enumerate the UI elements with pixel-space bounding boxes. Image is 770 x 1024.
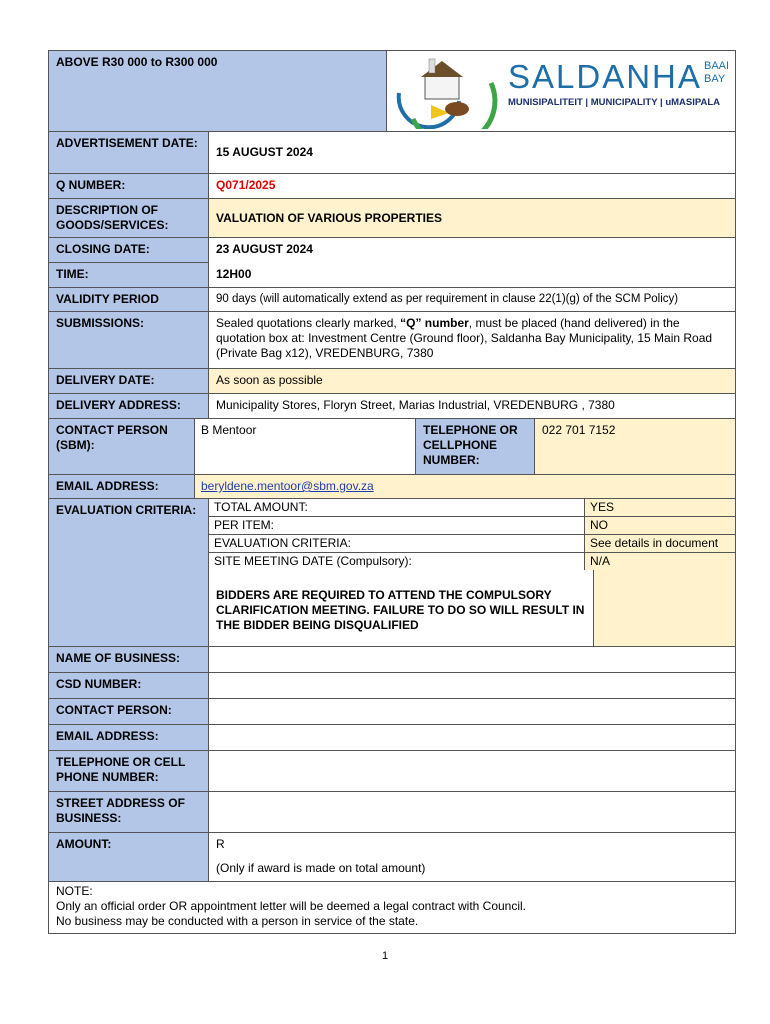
criteria-item: TOTAL AMOUNT: — [209, 499, 585, 517]
delivery-date-row — [48, 369, 736, 394]
criteria-item: PER ITEM: — [209, 517, 585, 535]
range-label: ABOVE R30 000 to R300 000 — [49, 51, 387, 131]
validity-value: 90 days (will automatically extend as per requirement in clause 22(1)(g) of the SCM Policy) — [216, 293, 679, 305]
criteria-item: EVALUATION CRITERIA: — [209, 535, 585, 553]
description-value: VALUATION OF VARIOUS PROPERTIES — [209, 199, 735, 237]
note-row — [48, 882, 736, 934]
telephone-label: TELEPHONE OR CELLPHONE NUMBER: — [415, 419, 535, 474]
csd-field[interactable] — [209, 673, 735, 698]
time-row — [48, 263, 736, 288]
q-number-value: Q071/2025 — [216, 178, 276, 192]
bidder-phone-label: TELEPHONE OR CELL PHONE NUMBER: — [49, 751, 209, 791]
evaluation-table — [209, 499, 735, 570]
time-value: 12H00 — [216, 267, 252, 281]
description-label: DESCRIPTION OF GOODS/SERVICES: — [49, 199, 209, 237]
criteria-row — [209, 499, 735, 517]
contact-label: CONTACT PERSON (SBM): — [49, 419, 195, 474]
logo-bay: BAY — [704, 73, 726, 85]
submissions-text-post: , must be placed (hand delivered) in the quotation box at: Investment Centre (Ground floor), Saldanha Bay Municipality, 15 Main Road (Private Bag x12), VREDENBURG, 7380 — [216, 316, 713, 360]
street-address-label: STREET ADDRESS OF BUSINESS: — [49, 792, 209, 832]
submissions-q-number: “Q” number — [400, 316, 469, 330]
business-name-label: NAME OF BUSINESS: — [49, 647, 209, 672]
business-name-row — [48, 647, 736, 673]
criteria-value: N/A — [585, 553, 736, 571]
advert-date-value: 15 AUGUST 2024 — [216, 145, 313, 159]
submissions-label: SUBMISSIONS: — [49, 312, 209, 368]
telephone-value: 022 701 7152 — [535, 419, 735, 474]
evaluation-criteria — [209, 499, 735, 646]
criteria-row — [209, 535, 735, 553]
note-line-1: Only an official order OR appointment letter will be deemed a legal contract with Council. — [56, 899, 527, 913]
bidder-contact-label: CONTACT PERSON: — [49, 699, 209, 724]
quotation-form — [48, 50, 736, 934]
amount-row — [48, 833, 736, 882]
time-label: TIME: — [49, 263, 209, 287]
amount-label: AMOUNT: — [49, 833, 209, 881]
logo-wordmark: SALDANHA — [508, 58, 702, 95]
amount-field[interactable] — [209, 833, 735, 881]
submissions-row — [48, 312, 736, 369]
street-address-row — [48, 792, 736, 833]
closing-date-row — [48, 238, 736, 263]
bidder-phone-field[interactable] — [209, 751, 735, 791]
note-line-2: No business may be conducted with a person in service of the state. — [56, 914, 419, 928]
notice-side-cell — [593, 570, 735, 646]
street-address-field[interactable] — [209, 792, 735, 832]
delivery-address-label: DELIVERY ADDRESS: — [49, 394, 209, 418]
bidder-email-row — [48, 725, 736, 751]
compulsory-meeting-notice: BIDDERS ARE REQUIRED TO ATTEND THE COMPULSORY CLARIFICATION MEETING. FAILURE TO DO SO WILL RESULT IN THE BIDDER BEING DISQUALIFIED — [216, 588, 585, 632]
note — [49, 882, 735, 933]
q-number-row — [48, 174, 736, 199]
advert-date-label: ADVERTISEMENT DATE: — [49, 132, 209, 173]
email-row — [48, 475, 736, 499]
criteria-value: YES — [585, 499, 736, 517]
amount-note: (Only if award is made on total amount) — [216, 861, 426, 875]
notice-area — [209, 570, 735, 646]
page-number: 1 — [381, 950, 389, 962]
bidder-contact-field[interactable] — [209, 699, 735, 724]
bidder-contact-row — [48, 699, 736, 725]
csd-label: CSD NUMBER: — [49, 673, 209, 698]
amount-currency: R — [216, 837, 225, 851]
criteria-row — [209, 553, 735, 571]
delivery-address-value: Municipality Stores, Floryn Street, Marias Industrial, VREDENBURG , 7380 — [216, 398, 615, 412]
bidder-email-field[interactable] — [209, 725, 735, 750]
logo-tagline: MUNISIPALITEIT | MUNICIPALITY | uMASIPALA — [508, 97, 721, 108]
contact-row — [48, 419, 736, 475]
evaluation-label: EVALUATION CRITERIA: — [49, 499, 209, 646]
email-cell — [195, 475, 735, 498]
bidder-phone-row — [48, 751, 736, 792]
advert-date-row — [48, 132, 736, 174]
bidder-email-label: EMAIL ADDRESS: — [49, 725, 209, 750]
contact-value: B Mentoor — [201, 423, 257, 437]
submissions-value — [209, 312, 735, 368]
closing-date-value: 23 AUGUST 2024 — [216, 242, 313, 256]
delivery-address-row — [48, 394, 736, 419]
note-title: NOTE: — [56, 884, 93, 898]
criteria-value: See details in document — [585, 535, 736, 553]
business-name-field[interactable] — [209, 647, 735, 672]
description-row — [48, 199, 736, 238]
q-number-label: Q NUMBER: — [49, 174, 209, 198]
criteria-value: NO — [585, 517, 736, 535]
submissions-text-pre: Sealed quotations clearly marked, — [216, 316, 401, 330]
logo-baai: BAAI — [704, 60, 730, 72]
evaluation-row — [48, 499, 736, 647]
closing-date-label: CLOSING DATE: — [49, 238, 209, 263]
csd-row — [48, 673, 736, 699]
email-link[interactable]: beryldene.mentoor@sbm.gov.za — [201, 479, 374, 493]
email-label: EMAIL ADDRESS: — [49, 475, 195, 498]
criteria-item: SITE MEETING DATE (Compulsory): — [214, 554, 412, 568]
delivery-date-value: As soon as possible — [209, 369, 735, 393]
validity-label: VALIDITY PERIOD — [49, 288, 209, 311]
validity-row — [48, 288, 736, 312]
delivery-date-label: DELIVERY DATE: — [49, 369, 209, 393]
criteria-row — [209, 517, 735, 535]
